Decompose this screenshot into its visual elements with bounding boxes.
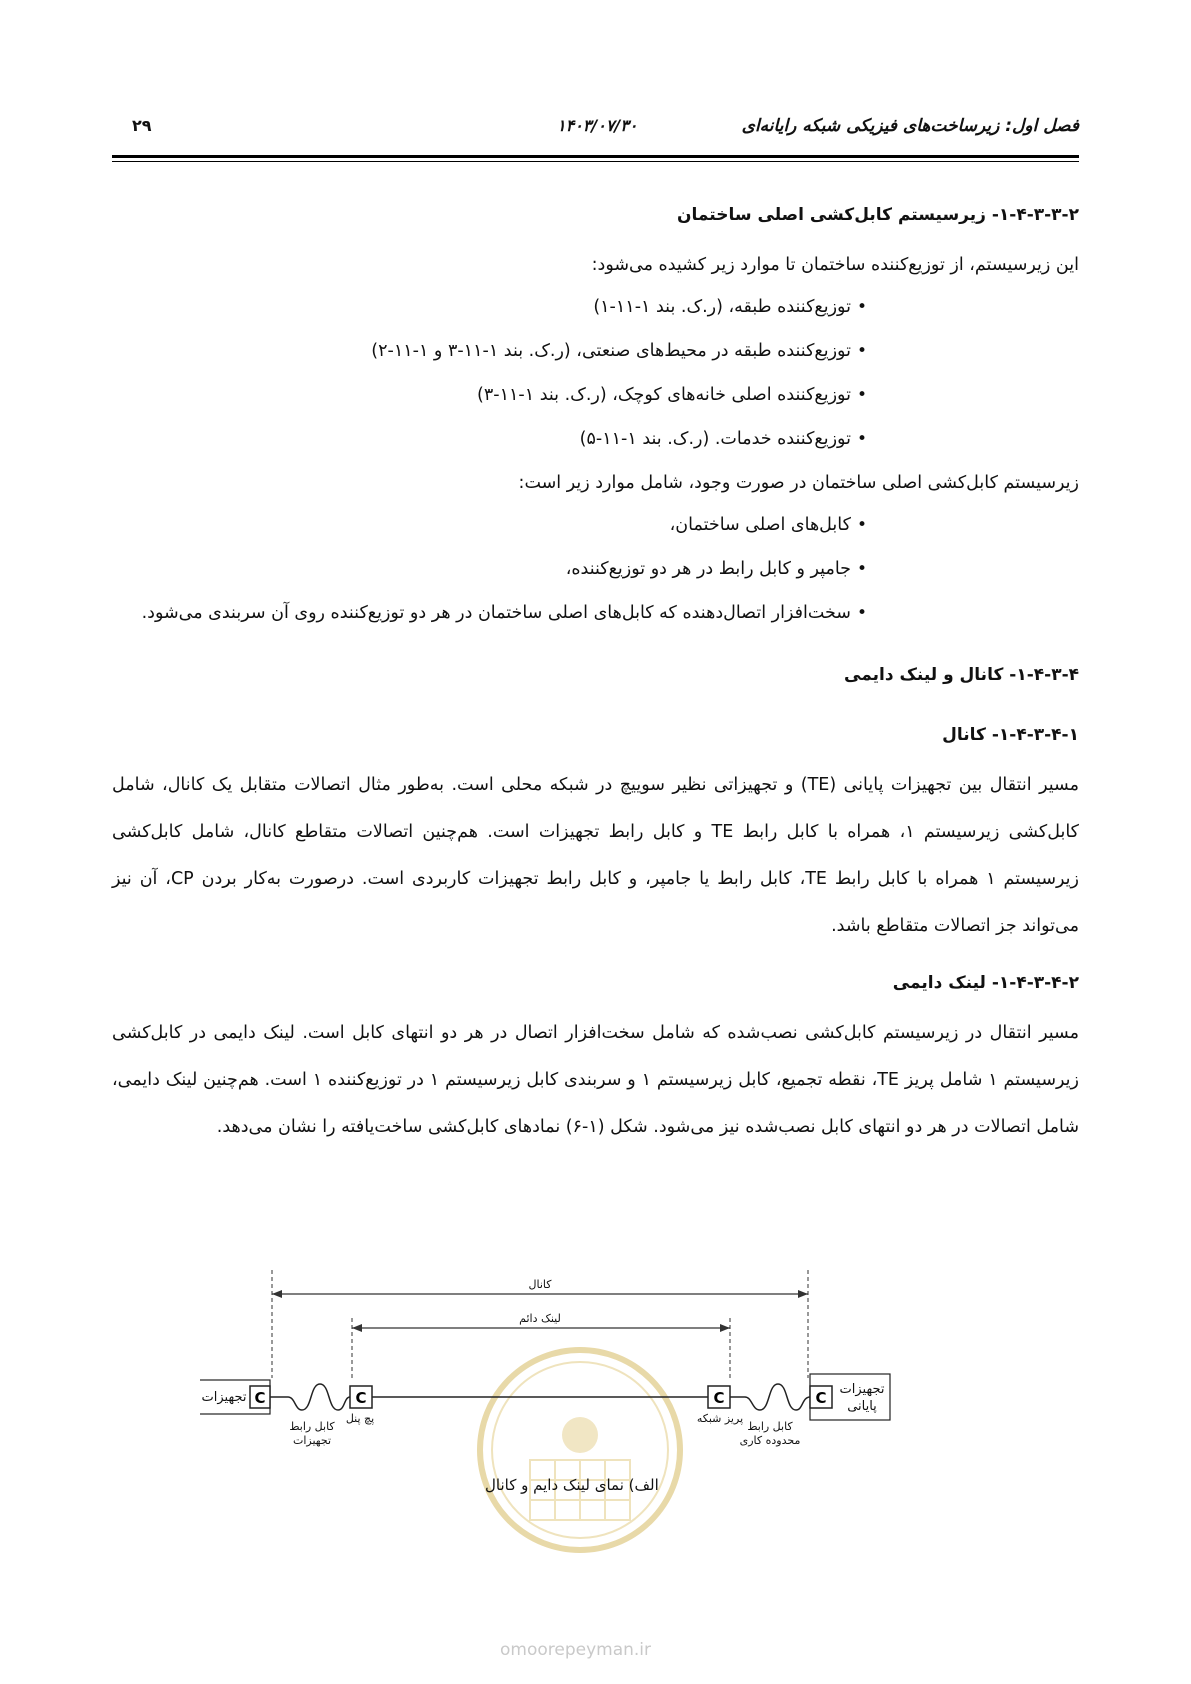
section-heading: ۱-۴-۳-۴-۲- لینک دایمی	[892, 973, 1079, 993]
section-heading: ۱-۴-۳-۴-۱- کانال	[942, 725, 1079, 745]
chapter-title: فصل اول: زیرساخت‌های فیزیکی شبکه رایانه‌ای	[741, 116, 1079, 136]
patch-panel-label: پچ پنل	[345, 1412, 375, 1425]
work-area-cord	[730, 1384, 810, 1410]
figure-caption: الف) نمای لینک دایم و کانال	[485, 1476, 659, 1494]
body-paragraph: مسیر انتقال در زیرسیستم کابل‌کشی نصب‌شده که شامل سخت‌افزار اتصال در هر دو انتهای کابل است. لینک دایمی در کابل‌کشی زیرسیستم ۱ شامل پریز TE، نقطه تجمیع، کابل زیرسیستم ۱ و سربندی کابل زیرسیستم ۱ در توزیع‌کننده ۱ است. هم‌چنین لینک دایمی، شامل اتصالات در هر دو انتهای کابل نصب‌شده نیز می‌شود. شکل (۱-۶) نمادهای کابل‌کشی ساخت‌یافته را نشان می‌دهد.	[112, 1023, 1079, 1137]
terminal-label: تجهیزات	[839, 1382, 885, 1397]
connector-c: C	[355, 1389, 367, 1407]
equipment-cord	[270, 1384, 350, 1410]
equipment-label: تجهیزات	[201, 1390, 247, 1405]
list-item: •جامپر و کابل رابط در هر دو توزیع‌کننده،	[565, 559, 867, 579]
work-area-cord-label: محدوده کاری	[739, 1434, 801, 1447]
watermark-url: omoorepeyman.ir	[500, 1640, 652, 1660]
list-item: •توزیع‌کننده اصلی خانه‌های کوچک، (ر.ک. بند ۱-۱۱-۳)	[477, 385, 867, 405]
intro-text: این زیرسیستم، از توزیع‌کننده ساختمان تا موارد زیر کشیده می‌شود:	[591, 255, 1079, 275]
permanent-link-label: لینک دائم	[519, 1312, 561, 1325]
header-date: ۱۴۰۳/۰۷/۳۰	[557, 116, 638, 135]
section-heading: ۱-۴-۳-۴- کانال و لینک دایمی	[844, 665, 1079, 685]
intro-text: زیرسیستم کابل‌کشی اصلی ساختمان در صورت وجود، شامل موارد زیر است:	[518, 473, 1079, 493]
list-item: •توزیع‌کننده طبقه در محیط‌های صنعتی، (ر.ک. بند ۱-۱۱-۳ و ۱-۱۱-۲)	[371, 341, 867, 361]
page-number: ۲۹	[132, 116, 152, 135]
section-heading: ۱-۴-۳-۳-۲- زیرسیستم کابل‌کشی اصلی ساختمان	[677, 205, 1079, 225]
connector-c: C	[254, 1389, 266, 1407]
connector-c: C	[713, 1389, 725, 1407]
channel-label: کانال	[528, 1278, 552, 1291]
work-area-cord-label: کابل رابط	[747, 1420, 793, 1433]
header-rule-thin	[112, 161, 1079, 162]
terminal-label: پایانی	[847, 1399, 877, 1414]
equipment-cord-label: کابل رابط	[289, 1420, 335, 1433]
channel-link-diagram	[200, 1270, 1000, 1500]
equipment-cord-label: تجهیزات	[292, 1434, 332, 1447]
page-header	[112, 116, 1079, 146]
body-paragraph: مسیر انتقال بین تجهیزات پایانی (TE) و تجهیزاتی نظیر سوییچ در شبکه محلی است. به‌طور مثال اتصالات متقابل یک کانال، شامل کابل‌کشی زیرسیستم ۱، همراه با کابل رابط TE و کابل رابط تجهیزات است. هم‌چنین اتصالات متقاطع کانال، شامل کابل‌کشی زیرسیستم ۱ همراه با کابل رابط TE، کابل رابط یا جامپر، و کابل رابط تجهیزات کاربردی است. درصورت به‌کار بردن CP، آن نیز می‌تواند جز اتصالات متقاطع باشد.	[112, 775, 1080, 936]
list-item: •توزیع‌کننده خدمات. (ر.ک. بند ۱-۱۱-۵)	[579, 429, 867, 449]
connector-c: C	[815, 1389, 827, 1407]
header-rule-thick	[112, 155, 1079, 158]
list-item: •سخت‌افزار اتصال‌دهنده که کابل‌های اصلی ساختمان در هر دو توزیع‌کننده روی آن سربندی می‌شود.	[141, 603, 867, 623]
network-outlet-label: پریز شبکه	[696, 1412, 744, 1425]
list-item: •توزیع‌کننده طبقه، (ر.ک. بند ۱-۱۱-۱)	[593, 297, 867, 317]
list-item: •کابل‌های اصلی ساختمان،	[669, 515, 867, 535]
